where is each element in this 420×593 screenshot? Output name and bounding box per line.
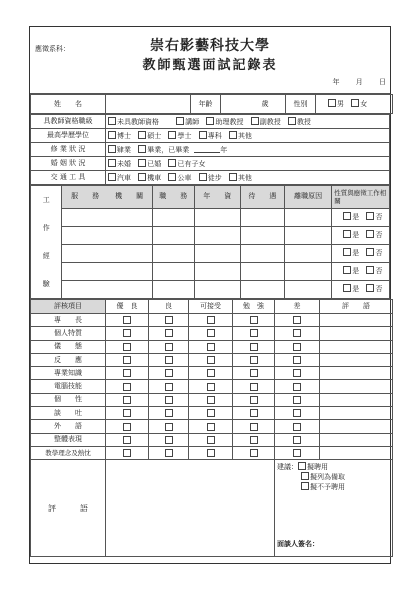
- eval-rating-cell: [149, 367, 189, 380]
- form-title: 教師甄選面試記錄表: [142, 58, 278, 73]
- footer-row: [31, 460, 393, 557]
- eval-rating-cell: [106, 433, 149, 446]
- rating-checkbox[interactable]: [123, 436, 131, 444]
- eval-rating-cell: [275, 393, 320, 406]
- eval-rating-cell: [149, 340, 189, 353]
- eval-rating-cell: [233, 327, 275, 340]
- study-label: 修 業 狀 況: [31, 143, 106, 157]
- degree-row: [31, 129, 390, 143]
- recommendation-cell: [275, 460, 393, 557]
- rating-checkbox[interactable]: [165, 316, 173, 324]
- eval-col-marginal: 勉 強: [233, 300, 275, 314]
- name-label: 姓 名: [31, 95, 106, 114]
- eval-rating-cell: [149, 433, 189, 446]
- eval-row: [31, 314, 393, 327]
- relevance-options: 是 否: [332, 280, 390, 298]
- evaluation-table: [30, 299, 393, 557]
- rating-checkbox[interactable]: [123, 356, 131, 364]
- age-label: 年齡: [191, 95, 221, 114]
- suggestion-line: [301, 472, 390, 482]
- eval-comment-field[interactable]: [320, 433, 393, 446]
- eval-rating-cell: [189, 367, 233, 380]
- eval-rating-cell: [233, 380, 275, 393]
- eval-comment-field[interactable]: [320, 393, 393, 406]
- year-suffix: 年: [220, 145, 228, 154]
- work-row: [31, 208, 390, 226]
- degree-label: 最高學歷學位: [31, 129, 106, 143]
- eval-rating-cell: [106, 446, 149, 459]
- basic-info-table: [30, 94, 393, 114]
- rating-checkbox[interactable]: [207, 383, 215, 391]
- work-col-reason: 離職原因: [284, 186, 331, 209]
- work-row: [31, 280, 390, 298]
- rating-checkbox[interactable]: [250, 316, 258, 324]
- rating-checkbox[interactable]: [123, 449, 131, 457]
- rating-checkbox[interactable]: [165, 383, 173, 391]
- eval-rating-cell: [106, 367, 149, 380]
- eval-row: [31, 353, 393, 366]
- eval-rating-cell: [233, 367, 275, 380]
- eval-rating-cell: [189, 420, 233, 433]
- marital-option[interactable]: 未婚: [108, 159, 131, 169]
- eval-rating-cell: [275, 420, 320, 433]
- rating-checkbox[interactable]: [207, 423, 215, 431]
- date-line: [333, 77, 386, 87]
- rating-checkbox[interactable]: [165, 396, 173, 404]
- eval-rating-cell: [106, 380, 149, 393]
- eval-row: [31, 380, 393, 393]
- transport-options: [106, 171, 390, 185]
- qualification-label: 具教師資格職級: [31, 115, 106, 129]
- eval-rating-cell: [189, 327, 233, 340]
- work-header-row: [31, 186, 390, 209]
- eval-rating-cell: [106, 393, 149, 406]
- rating-checkbox[interactable]: [293, 316, 301, 324]
- eval-comment-field[interactable]: [320, 340, 393, 353]
- rating-checkbox[interactable]: [293, 449, 301, 457]
- rating-checkbox[interactable]: [207, 356, 215, 364]
- rating-checkbox[interactable]: [123, 383, 131, 391]
- checkbox[interactable]: [328, 99, 336, 107]
- rating-checkbox[interactable]: [165, 343, 173, 351]
- rating-checkbox[interactable]: [293, 409, 301, 417]
- rating-checkbox[interactable]: [293, 369, 301, 377]
- rating-checkbox[interactable]: [250, 409, 258, 417]
- eval-rating-cell: [149, 380, 189, 393]
- qualification-row: [31, 115, 390, 129]
- suggestion-line: [301, 482, 390, 492]
- work-col-org: 服 務 機 關: [62, 186, 152, 209]
- eval-rating-cell: [106, 407, 149, 420]
- age-unit: 歲: [261, 99, 269, 108]
- eval-row: [31, 433, 393, 446]
- rating-checkbox[interactable]: [123, 409, 131, 417]
- eval-rating-cell: [149, 446, 189, 459]
- rating-checkbox[interactable]: [293, 396, 301, 404]
- eval-item-label: 個 性: [31, 393, 106, 406]
- eval-rating-cell: [275, 327, 320, 340]
- qual-option[interactable]: 副教授: [251, 117, 281, 127]
- eval-row: [31, 340, 393, 353]
- marital-row: [31, 157, 390, 171]
- eval-rating-cell: [189, 393, 233, 406]
- checkbox[interactable]: [351, 99, 359, 107]
- eval-rating-cell: [149, 353, 189, 366]
- eval-row: [31, 407, 393, 420]
- eval-rating-cell: [189, 446, 233, 459]
- rating-checkbox[interactable]: [207, 449, 215, 457]
- work-col-relevance: 性質與應徵工作相 關: [332, 186, 390, 209]
- rating-checkbox[interactable]: [207, 343, 215, 351]
- interviewer-signature-label: 面談人簽名：: [277, 539, 319, 549]
- eval-rating-cell: [189, 433, 233, 446]
- rating-checkbox[interactable]: [165, 449, 173, 457]
- rating-checkbox[interactable]: [165, 329, 173, 337]
- eval-rating-cell: [189, 407, 233, 420]
- eval-rating-cell: [275, 353, 320, 366]
- rating-checkbox[interactable]: [207, 316, 215, 324]
- study-options: [106, 143, 390, 157]
- qualification-options: [106, 115, 390, 129]
- eval-row: [31, 420, 393, 433]
- rating-checkbox[interactable]: [207, 436, 215, 444]
- rating-checkbox[interactable]: [250, 383, 258, 391]
- name-row: [31, 95, 393, 114]
- eval-rating-cell: [149, 420, 189, 433]
- eval-rating-cell: [189, 314, 233, 327]
- eval-comment-field[interactable]: [320, 353, 393, 366]
- transport-option[interactable]: 機車: [138, 173, 161, 183]
- work-experience-side-label: 工 作 經 驗: [31, 186, 62, 299]
- eval-rating-cell: [233, 393, 275, 406]
- eval-item-label: 教學理念及熱忱: [31, 446, 106, 459]
- rating-checkbox[interactable]: [250, 329, 258, 337]
- eval-row: [31, 367, 393, 380]
- work-row: [31, 244, 390, 262]
- rating-checkbox[interactable]: [250, 356, 258, 364]
- degree-option[interactable]: 專科: [199, 131, 222, 141]
- work-row: [31, 262, 390, 280]
- study-option[interactable]: 畢業，已畢業: [138, 145, 189, 155]
- status-table: [30, 114, 390, 185]
- gender-female[interactable]: 女: [351, 99, 367, 109]
- rating-checkbox[interactable]: [207, 369, 215, 377]
- rating-checkbox[interactable]: [123, 329, 131, 337]
- eval-comment-field[interactable]: [320, 327, 393, 340]
- work-col-position: 職 務: [152, 186, 194, 209]
- age-field[interactable]: [221, 95, 286, 114]
- eval-rating-cell: [275, 367, 320, 380]
- year-blank[interactable]: [194, 146, 220, 153]
- qual-option[interactable]: 講師: [176, 117, 199, 127]
- work-experience-table: [30, 185, 400, 299]
- rating-checkbox[interactable]: [250, 436, 258, 444]
- eval-comment-field[interactable]: [320, 446, 393, 459]
- rating-checkbox[interactable]: [250, 449, 258, 457]
- rating-checkbox[interactable]: [207, 329, 215, 337]
- transport-option[interactable]: 公車: [168, 173, 191, 183]
- rating-checkbox[interactable]: [123, 369, 131, 377]
- suggestion-reject: 擬不予聘用: [310, 483, 345, 492]
- suggestion-waitlist: 擬列為備取: [310, 473, 345, 482]
- qual-option[interactable]: 教授: [288, 117, 311, 127]
- degree-option[interactable]: 其他: [229, 131, 252, 141]
- overall-comment-field[interactable]: [106, 460, 275, 557]
- degree-option[interactable]: 學士: [168, 131, 191, 141]
- rating-checkbox[interactable]: [165, 436, 173, 444]
- rating-checkbox[interactable]: [293, 356, 301, 364]
- rating-checkbox[interactable]: [293, 436, 301, 444]
- rating-checkbox[interactable]: [123, 316, 131, 324]
- eval-col-good: 良: [149, 300, 189, 314]
- transport-label: 交 通 工 具: [31, 171, 106, 185]
- rating-checkbox[interactable]: [207, 409, 215, 417]
- eval-rating-cell: [106, 340, 149, 353]
- eval-rating-cell: [149, 327, 189, 340]
- eval-rating-cell: [106, 420, 149, 433]
- eval-col-acceptable: 可接受: [189, 300, 233, 314]
- relevance-options: 是 否: [332, 244, 390, 262]
- eval-rating-cell: [275, 433, 320, 446]
- relevance-options: 是 否: [332, 226, 390, 244]
- eval-rating-cell: [149, 314, 189, 327]
- eval-rating-cell: [233, 353, 275, 366]
- work-col-years: 年 資: [194, 186, 240, 209]
- eval-item-label: 專 長: [31, 314, 106, 327]
- department-label: 應徵系科：: [35, 45, 70, 53]
- eval-row: [31, 393, 393, 406]
- transport-option[interactable]: 徒步: [199, 173, 222, 183]
- eval-comment-field[interactable]: [320, 380, 393, 393]
- work-row: [31, 226, 390, 244]
- study-row: [31, 143, 390, 157]
- rating-checkbox[interactable]: [250, 423, 258, 431]
- eval-item-label: 電腦技能: [31, 380, 106, 393]
- eval-rating-cell: [233, 433, 275, 446]
- qual-option[interactable]: 未具教師資格: [108, 117, 159, 127]
- eval-rating-cell: [275, 340, 320, 353]
- eval-rating-cell: [275, 314, 320, 327]
- eval-rating-cell: [233, 420, 275, 433]
- rating-checkbox[interactable]: [123, 423, 131, 431]
- gender-options: [316, 95, 393, 114]
- transport-row: [31, 171, 390, 185]
- eval-comment-field[interactable]: [320, 420, 393, 433]
- eval-col-item: 評核項目: [31, 300, 106, 314]
- work-col-salary: 待 遇: [240, 186, 284, 209]
- eval-header-row: [31, 300, 393, 314]
- transport-option[interactable]: 汽車: [108, 173, 131, 183]
- degree-options: [106, 129, 390, 143]
- marital-option[interactable]: 已有子女: [168, 159, 205, 169]
- eval-col-excellent: 優 良: [106, 300, 149, 314]
- eval-item-label: 儀 態: [31, 340, 106, 353]
- qual-option[interactable]: 助理教授: [206, 117, 243, 127]
- rating-checkbox[interactable]: [165, 356, 173, 364]
- date-day: 日: [379, 78, 386, 86]
- rating-checkbox[interactable]: [123, 396, 131, 404]
- degree-option[interactable]: 碩士: [138, 131, 161, 141]
- interview-record-form: [29, 26, 400, 564]
- study-option[interactable]: 肄業: [108, 145, 131, 155]
- relevance-options: 是 否: [332, 262, 390, 280]
- transport-option[interactable]: 其他: [229, 173, 252, 183]
- eval-row: [31, 446, 393, 459]
- eval-rating-cell: [106, 327, 149, 340]
- suggestion-line: [277, 462, 390, 472]
- eval-item-label: 專業知識: [31, 367, 106, 380]
- eval-rating-cell: [106, 314, 149, 327]
- rating-checkbox[interactable]: [250, 343, 258, 351]
- rating-checkbox[interactable]: [123, 343, 131, 351]
- gender-male[interactable]: 男: [328, 99, 344, 109]
- degree-option[interactable]: 博士: [108, 131, 131, 141]
- rating-checkbox[interactable]: [165, 423, 173, 431]
- relevance-options: 是 否: [332, 208, 390, 226]
- eval-rating-cell: [149, 393, 189, 406]
- rating-checkbox[interactable]: [250, 369, 258, 377]
- rating-checkbox[interactable]: [165, 409, 173, 417]
- rating-checkbox[interactable]: [165, 369, 173, 377]
- eval-rating-cell: [106, 353, 149, 366]
- eval-item-label: 談 吐: [31, 407, 106, 420]
- rating-checkbox[interactable]: [293, 329, 301, 337]
- eval-rating-cell: [233, 407, 275, 420]
- eval-item-label: 個人特質: [31, 327, 106, 340]
- name-field[interactable]: [106, 95, 191, 114]
- date-year: 年: [332, 78, 340, 86]
- rating-checkbox[interactable]: [250, 396, 258, 404]
- eval-rating-cell: [189, 340, 233, 353]
- eval-rating-cell: [233, 446, 275, 459]
- rating-checkbox[interactable]: [207, 396, 215, 404]
- gender-label: 性別: [286, 95, 316, 114]
- eval-comment-field[interactable]: [320, 407, 393, 420]
- marital-label: 婚 姻 狀 況: [31, 157, 106, 171]
- eval-rating-cell: [275, 380, 320, 393]
- suggestion-hire: 擬聘用: [307, 463, 328, 472]
- eval-item-label: 整體表現: [31, 433, 106, 446]
- university-name: 崇右影藝科技大學: [150, 38, 270, 54]
- eval-rating-cell: [189, 380, 233, 393]
- eval-rating-cell: [233, 314, 275, 327]
- suggestion-label: 建議：: [277, 463, 298, 472]
- eval-item-label: 外 語: [31, 420, 106, 433]
- rating-checkbox[interactable]: [293, 383, 301, 391]
- overall-comment-label: 評 語: [31, 460, 106, 557]
- eval-rating-cell: [233, 340, 275, 353]
- eval-comment-field[interactable]: [320, 314, 393, 327]
- eval-row: [31, 327, 393, 340]
- eval-col-poor: 差: [275, 300, 320, 314]
- eval-rating-cell: [275, 407, 320, 420]
- rating-checkbox[interactable]: [293, 343, 301, 351]
- eval-rating-cell: [275, 446, 320, 459]
- eval-rating-cell: [189, 353, 233, 366]
- eval-rating-cell: [149, 407, 189, 420]
- eval-item-label: 反 應: [31, 353, 106, 366]
- form-header: [30, 27, 390, 94]
- eval-comment-field[interactable]: [320, 367, 393, 380]
- date-month: 月: [355, 78, 363, 86]
- eval-col-comment: 評 語: [320, 300, 393, 314]
- marital-options: [106, 157, 390, 171]
- rating-checkbox[interactable]: [293, 423, 301, 431]
- marital-option[interactable]: 已婚: [138, 159, 161, 169]
